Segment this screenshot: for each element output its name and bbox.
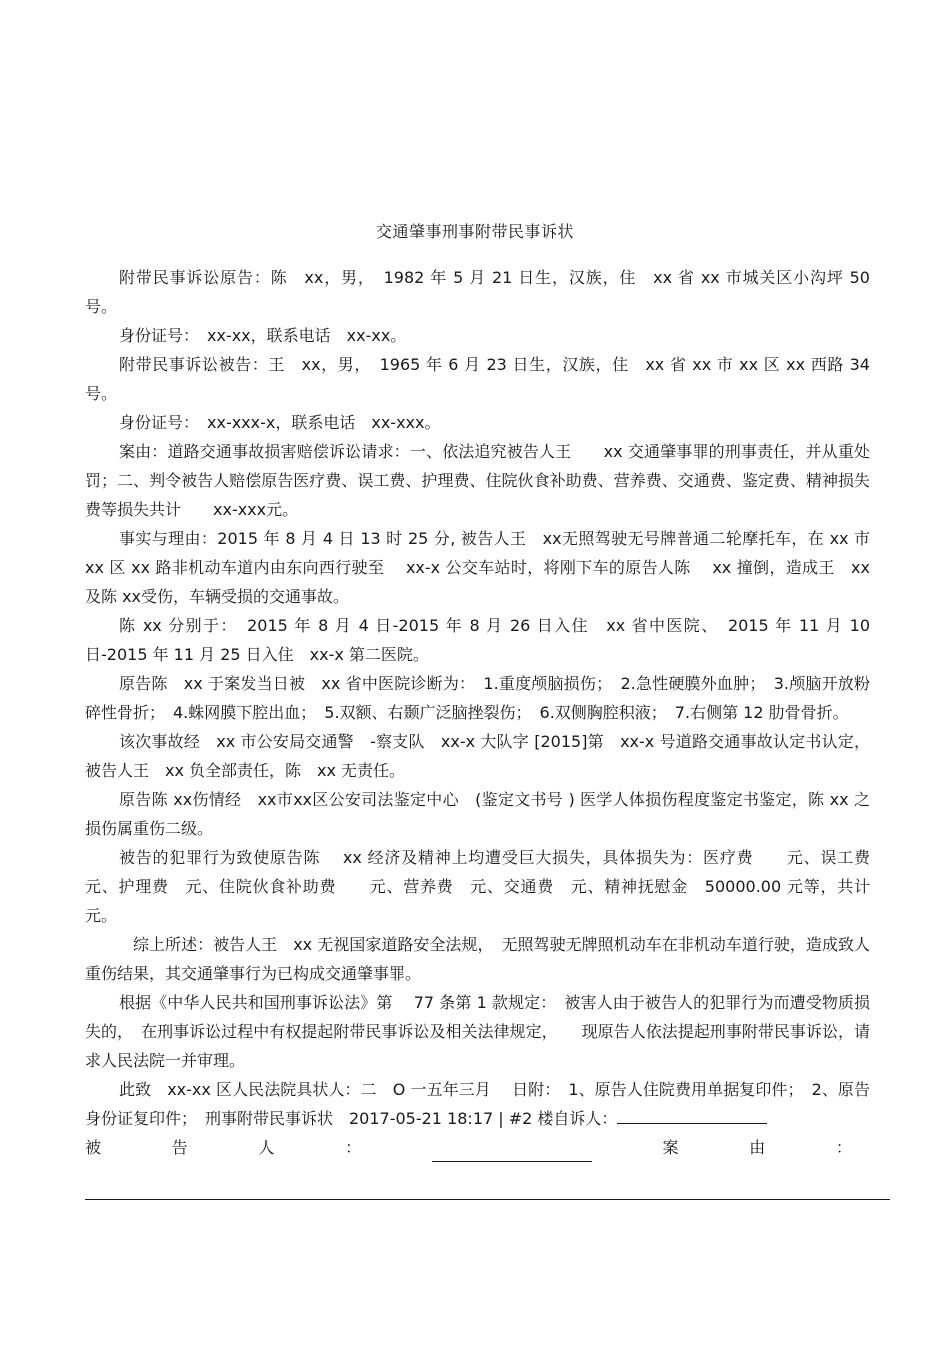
defendant-label-char: ： <box>345 1138 362 1157</box>
defendant-label-char: 被 <box>85 1138 102 1157</box>
paragraph-cause-claims: 案由：道路交通事故损害赔偿诉讼请求：一、依法追究被告人王 xx 交通肇事罪的刑事责任，并从重处罚；二、判令被告人赔偿原告医疗费、误工费、护理费、住院伙食补助费、营养费、交通费、鉴定费、精神损失费等损失共计 xx-xxx元。 <box>85 442 870 519</box>
case-label-char: 由 <box>749 1138 766 1157</box>
closing-text: 此致 xx-xx 区人民法院具状人：二 O 一五年三月 日附： 1、原告人住院费用单据复印件； 2、原告身份证复印件； 刑事附带民事诉状 2017-05-21 18:17 | #2 楼自诉人： <box>85 1080 870 1128</box>
paragraph-summary: 综上所述：被告人王 xx 无视国家道路安全法规， 无照驾驶无牌照机动车在非机动车道行驶，造成致人重伤结果，其交通肇事行为已构成交通肇事罪。 <box>85 935 870 983</box>
document-body <box>85 263 887 1162</box>
defendant-label-char: 人 <box>258 1138 275 1157</box>
document-title: 交通肇事刑事附带民事诉状 <box>375 222 574 241</box>
paragraph-liability: 该次事故经 xx 市公安局交通警 -察支队 xx-x 大队字 [2015]第 xx-x 号道路交通事故认定书认定，被告人王 xx 负全部责任，陈 xx 无责任。 <box>85 732 870 780</box>
paragraph-hospital-stays: 陈 xx 分别于： 2015 年 8 月 4 日-2015 年 8 月 26 日入住 xx 省中医院、 2015 年 11 月 10 日-2015 年 11 月 25 日入住 xx-x 第二医院。 <box>85 616 870 664</box>
case-blank-rule <box>85 1199 890 1200</box>
paragraph-facts: 事实与理由：2015 年 8 月 4 日 13 时 25 分, 被告人王 xx无照驾驶无号牌普通二轮摩托车，在 xx 市 xx 区 xx 路非机动车道内由东向西行驶至 xx-x 公交车站时，将刚下车的原告人陈 xx 撞倒，造成王 xx 及陈 xx受伤，车辆受损的交通事故。 <box>85 529 870 606</box>
plaintiff-signature-blank <box>617 1105 767 1124</box>
paragraph-closing <box>85 1075 870 1133</box>
paragraph-defendant: 附带民事诉讼被告：王 xx，男， 1965 年 6 月 23 日生，汉族，住 xx 省 xx 市 xx 区 xx 西路 34 号。 <box>85 355 870 403</box>
case-label-char: 案 <box>662 1138 679 1157</box>
paragraph-legal-basis: 根据《中华人民共和国刑事诉讼法》第 77 条第 1 款规定： 被害人由于被告人的犯罪行为而遭受物质损失的， 在刑事诉讼过程中有权提起附带民事诉讼及相关法律规定， 现原告人依法提起刑事附带民事诉讼，请求人民法院一并审理。 <box>85 993 870 1070</box>
defendant-case-line <box>85 1133 870 1162</box>
paragraph-defendant-id: 身份证号： xx-xxx-x，联系电话 xx-xxx。 <box>119 413 441 432</box>
paragraph-losses: 被告的犯罪行为致使原告陈 xx 经济及精神上均遭受巨大损失，具体损失为：医疗费 元、误工费 元、护理费 元、住院伙食补助费 元、营养费 元、交通费 元、精神抚慰金 50000.00 元等，共计 元。 <box>85 848 887 925</box>
defendant-blank <box>432 1143 592 1162</box>
paragraph-diagnosis: 原告陈 xx 于案发当日被 xx 省中医院诊断为： 1.重度颅脑损伤； 2.急性硬膜外血肿； 3.颅脑开放粉碎性骨折； 4.蛛网膜下腔出血； 5.双额、右颞广泛脑挫裂伤； 6.双侧胸腔积液； 7.右侧第 12 肋骨骨折。 <box>85 674 870 722</box>
defendant-label-char: 告 <box>171 1138 188 1157</box>
paragraph-plaintiff: 附带民事诉讼原告：陈 xx，男， 1982 年 5 月 21 日生，汉族，住 xx 省 xx 市城关区小沟坪 50 号。 <box>85 268 870 316</box>
paragraph-injury-assessment: 原告陈 xx伤情经 xx市xx区公安司法鉴定中心 (鉴定文书号 ) 医学人体损伤程度鉴定书鉴定，陈 xx 之损伤属重伤二级。 <box>85 790 870 838</box>
paragraph-plaintiff-id: 身份证号： xx-xx，联系电话 xx-xx。 <box>119 326 407 345</box>
case-label-char: ： <box>835 1138 852 1157</box>
